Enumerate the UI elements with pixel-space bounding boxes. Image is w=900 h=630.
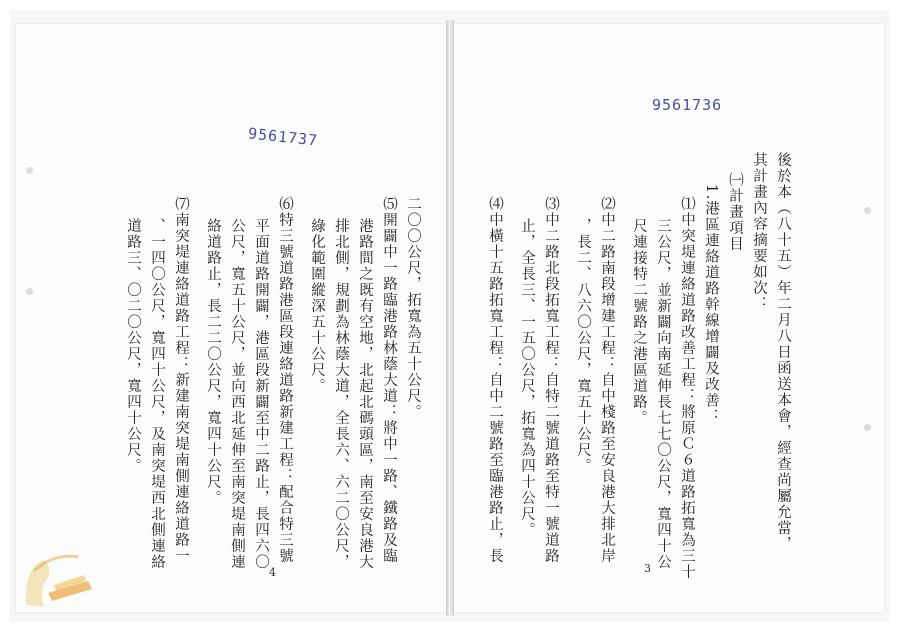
right-col-1: 後於本（八十五）年二月八日函送本會，經查尚屬允當， (775, 152, 791, 552)
punch-hole (26, 167, 33, 174)
right-page-number: 3 (644, 562, 651, 575)
left-col-12: 道路三、〇二〇公尺，寬四十公尺。 (125, 218, 141, 474)
left-col-2: ⑸開闢中一路臨港路林蔭大道：將中一路、鐵路及臨 (381, 196, 397, 564)
right-col-4: 1.港區連絡道路幹線增闢及改善： (703, 184, 719, 425)
left-col-4: 排北側，規劃為林蔭大道，全長六、六二〇公尺， (333, 218, 349, 570)
right-page-stamp: 9561736 (652, 96, 723, 114)
document-spread (10, 10, 890, 622)
left-col-9: 絡道路止，長二二〇公尺，寬四十公尺。 (205, 218, 221, 506)
left-page (16, 24, 446, 612)
right-col-5: ⑴中突堤連絡道路改善工程：將原Ｃ６道路拓寬為三十 (679, 196, 695, 580)
punch-hole (26, 288, 33, 295)
left-col-5: 綠化範圍縱深五十公尺。 (309, 218, 325, 394)
left-col-1: 二〇〇公尺，拓寬為五十公尺。 (405, 196, 421, 420)
right-col-8: ⑵中二路南段增建工程：自中棧路至安良港大排北岸 (599, 196, 615, 564)
left-page-stamp: 9561737 (247, 124, 319, 150)
left-col-6: ⑹特三號道路港區段連絡道路新建工程：配合特三號 (277, 196, 293, 564)
book-gutter (446, 20, 454, 616)
right-col-10: ⑶中二路北段拓寬工程：自特二號道路至特一號道路 (543, 196, 559, 564)
right-col-11: 止，全長三、一五〇公尺，拓寬為四十公尺。 (519, 218, 535, 538)
right-col-3: ㈠計畫項目 (727, 172, 743, 252)
left-col-10: ⑺南突堤連絡道路工程：新建南突堤南側連絡道路一 (173, 196, 189, 564)
right-col-12: ⑷中橫十五路拓寬工程：自中二號路至臨港路止，長 (487, 196, 503, 564)
punch-hole (864, 207, 871, 214)
right-page (454, 24, 884, 612)
right-col-7: 尺連接特二號路之港區道路。 (631, 218, 647, 426)
archive-logo-icon (14, 535, 104, 615)
left-page-number: 4 (269, 566, 276, 579)
right-col-9: ，長二、八六〇公尺，寬五十公尺。 (575, 218, 591, 474)
left-col-7: 平面道路開闢，港區段新闢至中二路止，長四六〇 (253, 218, 269, 570)
left-col-11: 、一四〇公尺，寬四十公尺，及南突堤西北側連絡 (149, 218, 165, 570)
left-col-3: 港路間之既有空地，北起北碼頭區，南至安良港大 (357, 218, 373, 570)
right-col-2: 其計畫內容摘要如次： (751, 152, 767, 312)
punch-hole (864, 424, 871, 431)
right-col-6: 三公尺，並新闢向南延伸長七七〇公尺，寬四十公 (655, 218, 671, 570)
left-col-8: 公尺，寬五十公尺，並向西北延伸至南突堤南側連 (229, 218, 245, 570)
